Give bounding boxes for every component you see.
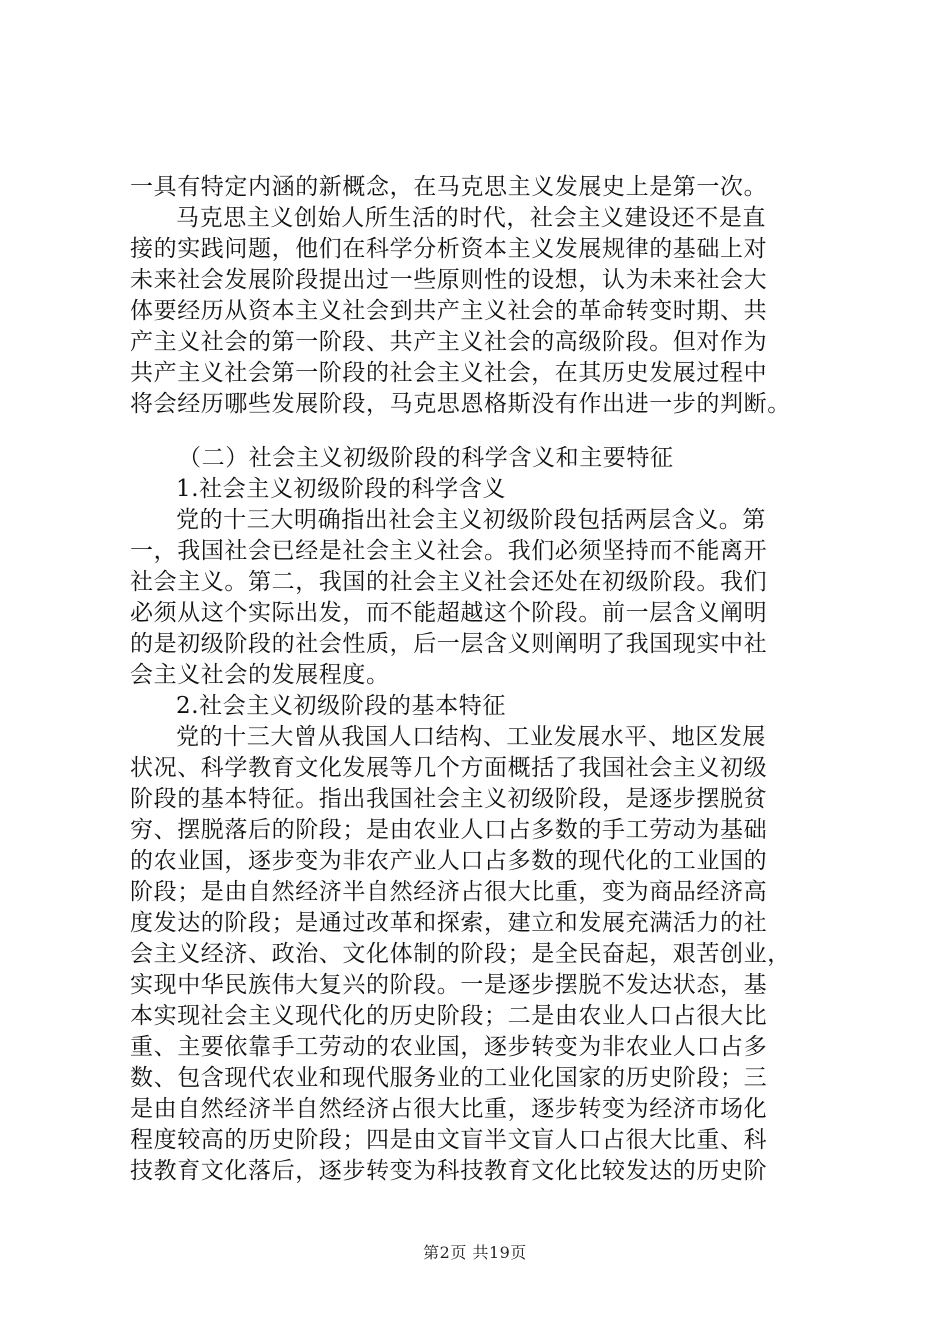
paragraph-line: 产主义社会的第一阶段、共产主义社会的高级阶段。但对作为 [130, 329, 768, 355]
paragraph-line: 度发达的阶段；是通过改革和探索，建立和发展充满活力的社 [130, 910, 768, 936]
paragraph-line: 数、包含现代农业和现代服务业的工业化国家的历史阶段；三 [130, 1065, 768, 1091]
paragraph-line: 体要经历从资本主义社会到共产主义社会的革命转变时期、共 [130, 298, 768, 324]
paragraph-line: 是由自然经济半自然经济占很大比重，逐步转变为经济市场化 [130, 1096, 768, 1122]
paragraph-features [130, 722, 830, 1187]
paragraph-line: 本实现社会主义现代化的历史阶段；二是由农业人口占很大比 [130, 1003, 768, 1029]
paragraph-line: 一，我国社会已经是社会主义社会。我们必须坚持而不能离开 [130, 538, 768, 564]
paragraph-line: 实现中华民族伟大复兴的阶段。一是逐步摆脱不发达状态，基 [130, 972, 768, 998]
paragraph-marx [130, 203, 830, 420]
paragraph-line: 阶段的基本特征。指出我国社会主义初级阶段，是逐步摆脱贫 [130, 786, 768, 812]
paragraph-line: 的是初级阶段的社会性质，后一层含义则阐明了我国现实中社 [130, 631, 768, 657]
paragraph-line: 党的十三大明确指出社会主义初级阶段包括两层含义。第 [176, 507, 766, 533]
paragraph-meaning [130, 505, 830, 691]
paragraph-line: 共产主义社会第一阶段的社会主义社会，在其历史发展过程中 [130, 360, 768, 386]
subsection-heading-features: 2.社会主义初级阶段的基本特征 [176, 693, 506, 719]
paragraph-line: 程度较高的历史阶段；四是由文盲半文盲人口占很大比重、科 [130, 1127, 768, 1153]
paragraph-line: 接的实践问题，他们在科学分析资本主义发展规律的基础上对 [130, 236, 768, 262]
paragraph-line: 穷、摆脱落后的阶段；是由农业人口占多数的手工劳动为基础 [130, 817, 768, 843]
paragraph-line: 必须从这个实际出发，而不能超越这个阶段。前一层含义阐明 [130, 600, 768, 626]
section-heading: （二）社会主义初级阶段的科学含义和主要特征 [178, 445, 674, 471]
paragraph-line: 的农业国，逐步变为非农产业人口占多数的现代化的工业国的 [130, 848, 768, 874]
paragraph-line: 会主义社会的发展程度。 [130, 662, 390, 688]
paragraph-line: 未来社会发展阶段提出过一些原则性的设想，认为未来社会大 [130, 267, 768, 293]
paragraph-line: 将会经历哪些发展阶段，马克思恩格斯没有作出进一步的判断。 [130, 391, 791, 417]
paragraph-line: 重、主要依靠手工劳动的农业国，逐步转变为非农业人口占多 [130, 1034, 768, 1060]
paragraph-line: 技教育文化落后，逐步转变为科技教育文化比较发达的历史阶 [130, 1158, 768, 1184]
section-gap [130, 420, 830, 443]
document-body [130, 172, 830, 1187]
paragraph-line: 会主义经济、政治、文化体制的阶段；是全民奋起，艰苦创业， [130, 941, 791, 967]
paragraph-line: 阶段；是由自然经济半自然经济占很大比重，变为商品经济高 [130, 879, 768, 905]
paragraph-line: 社会主义。第二，我国的社会主义社会还处在初级阶段。我们 [130, 569, 768, 595]
paragraph-intro-line: 一具有特定内涵的新概念，在马克思主义发展史上是第一次。 [130, 174, 768, 200]
paragraph-line: 马克思主义创始人所生活的时代，社会主义建设还不是直 [176, 205, 766, 231]
page-footer: 第2页 共19页 [423, 1243, 527, 1262]
paragraph-line: 状况、科学教育文化发展等几个方面概括了我国社会主义初级 [130, 755, 768, 781]
paragraph-line: 党的十三大曾从我国人口结构、工业发展水平、地区发展 [176, 724, 766, 750]
subsection-heading-meaning: 1.社会主义初级阶段的科学含义 [176, 476, 506, 502]
